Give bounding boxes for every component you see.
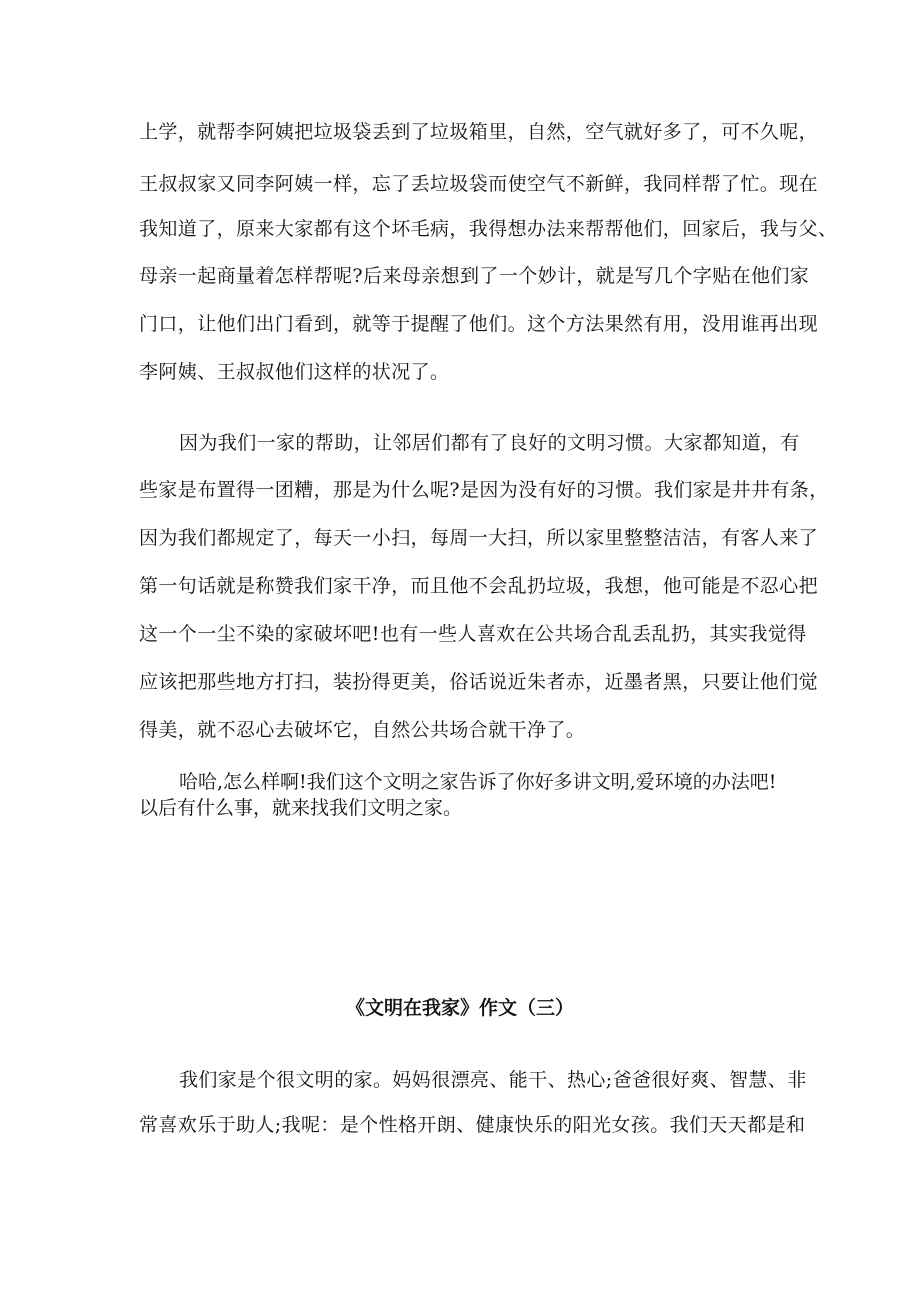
paragraph-line: 王叔叔家又同李阿姨一样，忘了丢垃圾袋而使空气不新鲜，我同样帮了忙。现在 [139,173,819,195]
paragraph-line: 第一句话就是称赞我们家干净，而且他不会乱扔垃圾，我想，他可能是不忍心把 [139,575,819,597]
paragraph-line: 以后有什么事，就来找我们文明之家。 [139,797,463,819]
paragraph-line: 门口，让他们出门看到，就等于提醒了他们。这个方法果然有用，没用谁再出现 [139,313,819,335]
paragraph-line: 这一个一尘不染的家破坏吧!也有一些人喜欢在公共场合乱丢乱扔，其实我觉得 [139,623,807,645]
paragraph-line: 我知道了，原来大家都有这个坏毛病，我得想办法来帮帮他们，回家后，我与父、 [139,218,838,240]
paragraph-line: 得美，就不忍心去破坏它，自然公共场合就干净了。 [139,719,586,741]
paragraph-line: 母亲一起商量着怎样帮呢?后来母亲想到了一个妙计，就是写几个字贴在他们家 [139,265,810,287]
paragraph-line: 哈哈,怎么样啊!我们这个文明之家告诉了你好多讲文明,爱环境的办法吧! [179,771,777,793]
paragraph-line: 因为我们一家的帮助，让邻居们都有了良好的文明习惯。大家都知道，有 [179,432,800,454]
paragraph-line: 我们家是个很文明的家。妈妈很漂亮、能干、热心;爸爸很好爽、智慧、非 [179,1069,807,1091]
section-title: 《文明在我家》作文（三） [345,997,574,1019]
paragraph-line: 应该把那些地方打扫，装扮得更美，俗话说近朱者赤，近墨者黑，只要让他们觉 [139,671,819,693]
paragraph-line: 李阿姨、王叔叔他们这样的状况了。 [139,361,450,383]
paragraph-line: 上学，就帮李阿姨把垃圾袋丢到了垃圾箱里，自然，空气就好多了，可不久呢， [139,121,819,143]
paragraph-line: 些家是布置得一团糟，那是为什么呢?是因为没有好的习惯。我们家是井井有条， [139,479,829,501]
paragraph-line: 常喜欢乐于助人;我呢：是个性格开朗、健康快乐的阳光女孩。我们天天都是和 [139,1114,806,1136]
paragraph-line: 因为我们都规定了，每天一小扫，每周一大扫，所以家里整整洁洁，有客人来了 [139,527,819,549]
